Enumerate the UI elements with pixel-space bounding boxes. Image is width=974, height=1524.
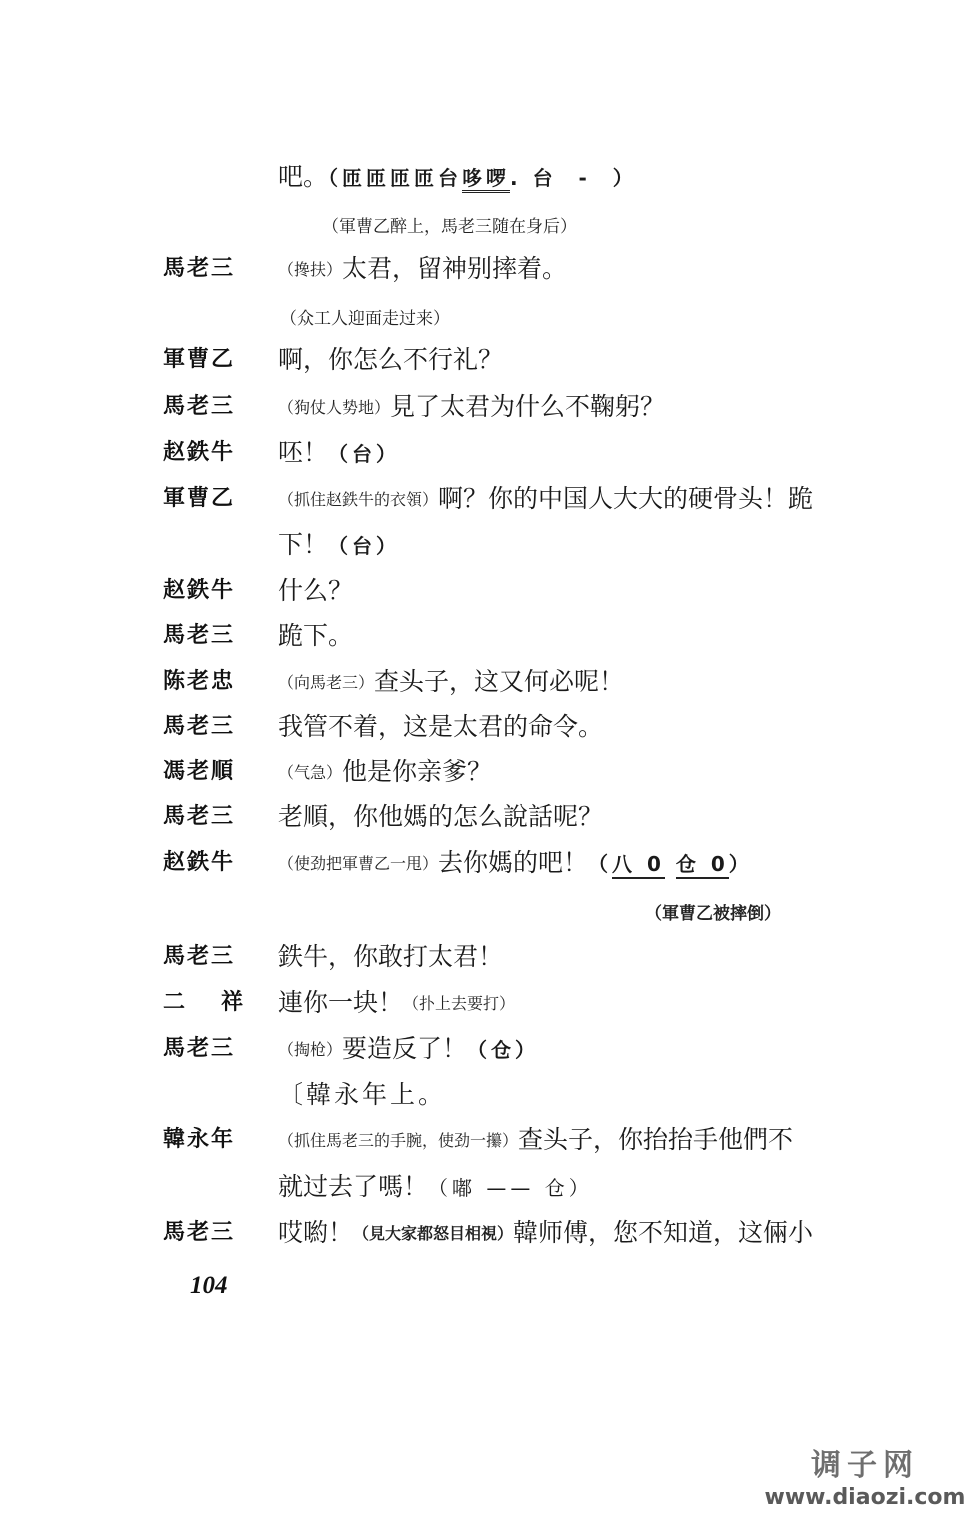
dialogue-text [278,254,567,285]
stage-note: （气急） [278,763,343,782]
dialogue-text [278,392,665,423]
stage-note: （狗仗人势地） [278,398,391,417]
dialogue-text [278,848,753,879]
dialogue-line [0,1218,974,1264]
line-text: 就过去了嗎！ [278,1172,429,1201]
stage-note: （掏枪） [278,1040,343,1059]
line-text: 去你媽的吧！ [438,848,589,877]
dialogue-line [0,438,974,484]
line-text: 〔韓永年上。 [278,1080,447,1109]
line-text: 韓师傅，您不知道，这倆小 [513,1218,814,1247]
speaker-name: 馬老三 [163,804,236,829]
stage-note: （使劲把軍曹乙一甩） [278,854,439,873]
dialogue-line [0,392,974,438]
speaker-name: 馬老三 [163,623,236,648]
line-text: 啊，你怎么不行礼？ [278,345,504,374]
line-text: 下！ [278,530,329,559]
percussion-notation: （仓） [467,1038,540,1062]
dialogue-text [278,1125,793,1156]
dialogue-text [278,1218,813,1249]
percussion-notation: （八 0 仓 0） [588,852,753,879]
speaker-name: 馬老三 [163,1036,236,1061]
stage-note: （向馬老三） [278,673,375,692]
speaker-name: 韓永年 [163,1127,236,1152]
line-text: 見了太君为什么不鞠躬？ [390,392,666,421]
watermark [760,1448,970,1512]
stage-direction: （众工人迎面走过来） [280,309,450,329]
percussion-notation: （匝匝匝匝台哆啰. 台 - ） [328,166,637,193]
dialogue-text [278,1034,539,1065]
script-line [0,1080,974,1126]
line-text: 啊？你的中国人大大的硬骨头！跪 [438,484,814,513]
stage-note: （見大家都怒目相視） [353,1224,514,1243]
dialogue-line [0,757,974,803]
speaker-name: 軍曹乙 [163,347,236,372]
dialogue-text [278,988,515,1019]
stage-note: （抓住馬老三的手腕，使劲一攥） [278,1131,519,1150]
dialogue-line [0,576,974,622]
dialogue-text [278,712,603,742]
script-line [0,1172,974,1218]
dialogue-line [0,942,974,988]
percussion-underlined: 哆啰 [462,166,510,193]
dialogue-line [0,988,974,1034]
speaker-name: 軍曹乙 [163,486,236,511]
line-text: 查头子，你抬抬手他們不 [518,1125,794,1154]
page-number: 104 [190,1272,228,1299]
dialogue-line [0,621,974,667]
speaker-name: 馬老三 [163,394,236,419]
stage-direction: （軍曹乙醉上，馬老三随在身后） [322,217,577,237]
dialogue-text [278,942,503,972]
line-text: 我管不着，这是太君的命令。 [278,712,604,741]
dialogue-line [0,712,974,758]
speaker-name: 陈老忠 [163,669,236,694]
stage-note: （抓住赵鉄牛的衣領） [278,490,439,509]
dialogue-text [278,345,503,375]
speaker-name: 赵鉄牛 [163,578,236,603]
script-line [0,530,974,576]
dialogue-line [0,345,974,391]
dialogue-line [0,848,974,894]
line-text: 哎喲！ [278,1218,354,1247]
dialogue-text [278,1080,446,1110]
script-line [0,162,974,208]
speaker-name: 馬老三 [163,256,236,281]
speaker-name: 赵鉄牛 [163,850,236,875]
dialogue-line [0,802,974,848]
dialogue-text [278,757,492,788]
dialogue-text [278,1172,593,1203]
dialogue-text [278,438,400,469]
line-text: 查头子，这又何必呢！ [374,667,625,696]
dialogue-line [0,1034,974,1080]
dialogue-line [0,484,974,530]
dialogue-text [278,802,603,832]
dialogue-text [278,621,353,651]
stage-note: （搀扶） [278,260,343,279]
speaker-name: 馬老三 [163,944,236,969]
dialogue-line [0,1125,974,1171]
dialogue-text [278,530,400,561]
line-text: 吧。 [278,162,329,191]
dialogue-line [0,254,974,300]
line-text: 跪下。 [278,621,354,650]
speaker-name: 馬老三 [163,714,236,739]
speaker-name: 赵鉄牛 [163,440,236,465]
line-text: 呸！ [278,438,329,467]
percussion-notation: （台） [328,442,401,466]
line-text: 他是你亲爹？ [342,757,493,786]
dialogue-text [278,484,813,515]
dialogue-line [0,667,974,713]
line-text: 鉄牛，你敢打太君！ [278,942,504,971]
dialogue-text [278,576,353,606]
percussion-underlined: 仓 0 [676,852,729,879]
line-text: 老順，你他媽的怎么說話呢？ [278,802,604,831]
speaker-name: 馬老三 [163,1220,236,1245]
dialogue-text [278,162,637,193]
line-text: 要造反了！ [342,1034,468,1063]
line-text: 連你一块！ [278,988,404,1017]
percussion-notation: （台） [328,534,401,558]
line-text: 什么？ [278,576,354,605]
watermark-url: www.diaozi.com [764,1485,966,1510]
stage-direction: （軍曹乙被摔倒） [645,904,781,924]
percussion-notation: （嘟 —— 仓） [428,1176,593,1200]
stage-note: （扑上去要打） [403,994,516,1013]
watermark-site-name: 调子网 [811,1448,919,1483]
dialogue-text [278,667,624,698]
speaker-name: 二祥 [163,990,280,1015]
line-text: 太君，留神别摔着。 [342,254,568,283]
speaker-name: 馮老順 [163,759,236,784]
percussion-underlined: 八 0 [612,852,665,879]
